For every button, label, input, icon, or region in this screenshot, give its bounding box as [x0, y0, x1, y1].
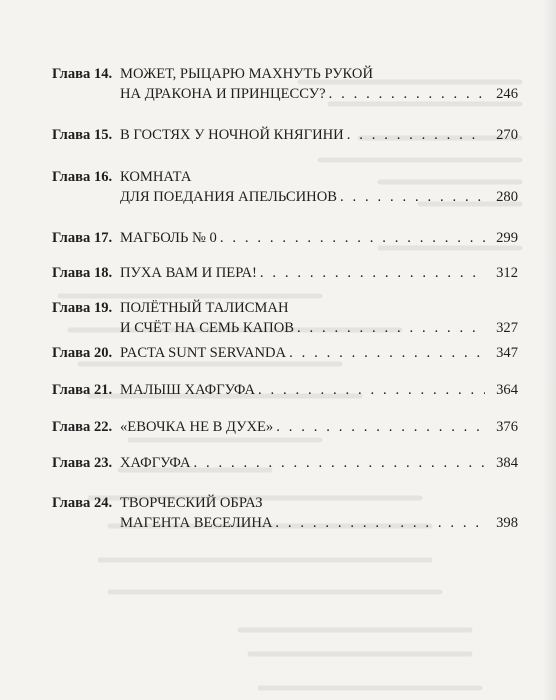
- page-number: 246: [496, 86, 518, 102]
- page-number: 270: [496, 127, 518, 143]
- dot-leader: [347, 125, 485, 145]
- chapter-title-line: МОЖЕТ, РЫЦАРЮ МАХНУТЬ РУКОЙ: [120, 66, 373, 82]
- toc-entry[interactable]: [52, 64, 518, 110]
- chapter-title-last-line: [120, 84, 518, 104]
- dot-leader: [276, 417, 485, 437]
- chapter-title-text: ПУХА ВАМ И ПЕРА!: [120, 265, 257, 281]
- chapter-title-last-line: [120, 380, 518, 400]
- chapter-title-block: [120, 64, 518, 104]
- dot-leader: [220, 228, 485, 248]
- page-number: 364: [496, 382, 518, 398]
- dot-leader: [329, 84, 485, 104]
- chapter-title-block: [120, 417, 518, 437]
- chapter-title-text: В ГОСТЯХ У НОЧНОЙ КНЯГИНИ: [120, 127, 344, 143]
- dot-leader: [275, 513, 485, 533]
- chapter-title-block: [120, 493, 518, 533]
- page-edge-shadow: [542, 0, 556, 700]
- chapter-number: Глава 17.: [52, 230, 113, 246]
- chapter-title-last-line: [120, 187, 518, 207]
- page-number: 376: [496, 419, 518, 435]
- dot-leader: [289, 343, 485, 363]
- chapter-title-text: ДЛЯ ПОЕДАНИЯ АПЕЛЬСИНОВ: [120, 189, 337, 205]
- chapter-number: Глава 23.: [52, 455, 113, 471]
- toc-entry[interactable]: [52, 380, 518, 417]
- chapter-number: Глава 21.: [52, 382, 113, 398]
- toc-entry[interactable]: [52, 343, 518, 380]
- chapter-number: Глава 15.: [52, 127, 113, 143]
- chapter-title-line: ТВОРЧЕСКИЙ ОБРАЗ: [120, 495, 263, 511]
- chapter-title-line: ПОЛЁТНЫЙ ТАЛИСМАН: [120, 300, 289, 316]
- chapter-number: Глава 19.: [52, 300, 113, 316]
- chapter-title-last-line: [120, 417, 518, 437]
- page-number: 398: [496, 515, 518, 531]
- chapter-number: Глава 14.: [52, 66, 113, 82]
- dot-leader: [340, 187, 485, 207]
- page-number: 299: [496, 230, 518, 246]
- dot-leader: [194, 453, 485, 473]
- dot-leader: [260, 263, 485, 283]
- chapter-number: Глава 20.: [52, 345, 113, 361]
- chapter-title-last-line: [120, 343, 518, 363]
- chapter-number: Глава 16.: [52, 169, 113, 185]
- chapter-title-last-line: [120, 125, 518, 145]
- toc-entry[interactable]: [52, 125, 518, 169]
- chapter-title-block: [120, 343, 518, 363]
- chapter-number: Глава 18.: [52, 265, 113, 281]
- chapter-title-last-line: [120, 453, 518, 473]
- chapter-number: Глава 24.: [52, 495, 113, 511]
- chapter-title-text: МАГЕНТА ВЕСЕЛИНА: [120, 515, 273, 531]
- chapter-title-line: КОМНАТА: [120, 169, 192, 185]
- page-number: 312: [496, 265, 518, 281]
- chapter-title-block: [120, 125, 518, 145]
- dot-leader: [297, 318, 485, 338]
- chapter-title-block: [120, 167, 518, 207]
- dot-leader: [258, 380, 485, 400]
- page-number: 280: [496, 189, 518, 205]
- chapter-title-last-line: [120, 263, 518, 283]
- chapter-title-last-line: [120, 228, 518, 248]
- chapter-title-text: «ЕВОЧКА НЕ В ДУХЕ»: [120, 419, 274, 435]
- page-number: 327: [496, 320, 518, 336]
- chapter-title-text: МАЛЫШ ХАФГУФА: [120, 382, 256, 398]
- toc-entry[interactable]: [52, 167, 518, 215]
- chapter-title-last-line: [120, 318, 518, 338]
- chapter-number: Глава 22.: [52, 419, 113, 435]
- chapter-title-text: НА ДРАКОНА И ПРИНЦЕССУ?: [120, 86, 326, 102]
- page-number: 384: [496, 455, 518, 471]
- chapter-title-text: ХАФГУФА: [120, 455, 191, 471]
- toc-entry[interactable]: [52, 417, 518, 454]
- chapter-title-text: И СЧЁТ НА СЕМЬ КАПОВ: [120, 320, 294, 336]
- chapter-title-block: [120, 380, 518, 400]
- toc-entry[interactable]: [52, 298, 518, 338]
- chapter-title-block: [120, 453, 518, 473]
- chapter-title-text: PACTA SUNT SERVANDA: [120, 345, 287, 361]
- chapter-title-text: МАГБОЛЬ № 0: [120, 230, 217, 246]
- chapter-title-block: [120, 228, 518, 248]
- chapter-title-last-line: [120, 513, 518, 533]
- chapter-title-block: [120, 263, 518, 283]
- toc-entry[interactable]: [52, 493, 518, 533]
- chapter-title-block: [120, 298, 518, 338]
- toc-entry[interactable]: [52, 453, 518, 493]
- page-number: 347: [496, 345, 518, 361]
